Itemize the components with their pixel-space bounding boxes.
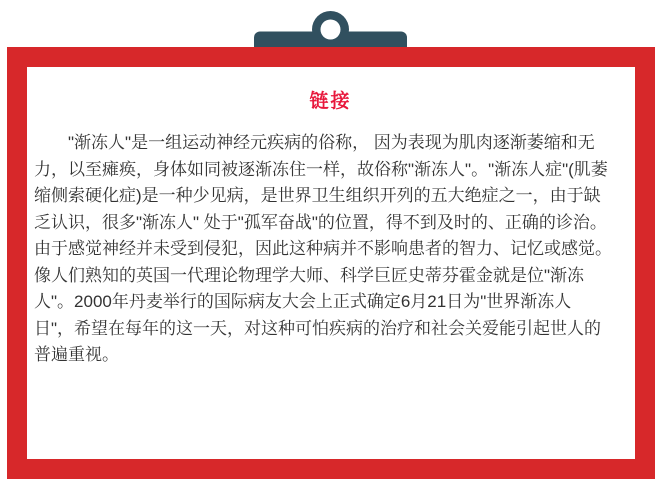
text-line: 缩侧索硬化症)是一种少见病，是世界卫生组织开列的五大绝症之一，由于缺 (34, 186, 601, 205)
page-title: 链接 (309, 91, 352, 112)
text-line: 由于感觉神经并未受到侵犯，因此这种病并不影响患者的智力、记忆或感觉。 (34, 239, 612, 258)
body-text (34, 130, 635, 369)
text-line: 普遍重视。 (34, 345, 119, 364)
text-line: 人"。2000年丹麦举行的国际病友大会上正式确定6月21日为"世界渐冻人 (34, 292, 572, 311)
text-line: "渐冻人"是一组运动神经元疾病的俗称， 因为表现为肌肉逐渐萎缩和无 (68, 133, 595, 152)
text-line: 像人们熟知的英国一代理论物理学大师、科学巨匠史蒂芬霍金就是位"渐冻 (34, 265, 585, 285)
text-line: 乏认识，很多"渐冻人" 处于"孤军奋战"的位置，得不到及时的、正确的诊治。 (34, 212, 607, 232)
text-line: 力，以至瘫痪，身体如同被逐渐冻住一样，故俗称"渐冻人"。"渐冻人症"(肌萎 (34, 159, 608, 179)
text-line: 日"，希望在每年的这一天，对这种可怕疾病的治疗和社会关爱能引起世人的 (34, 318, 602, 338)
